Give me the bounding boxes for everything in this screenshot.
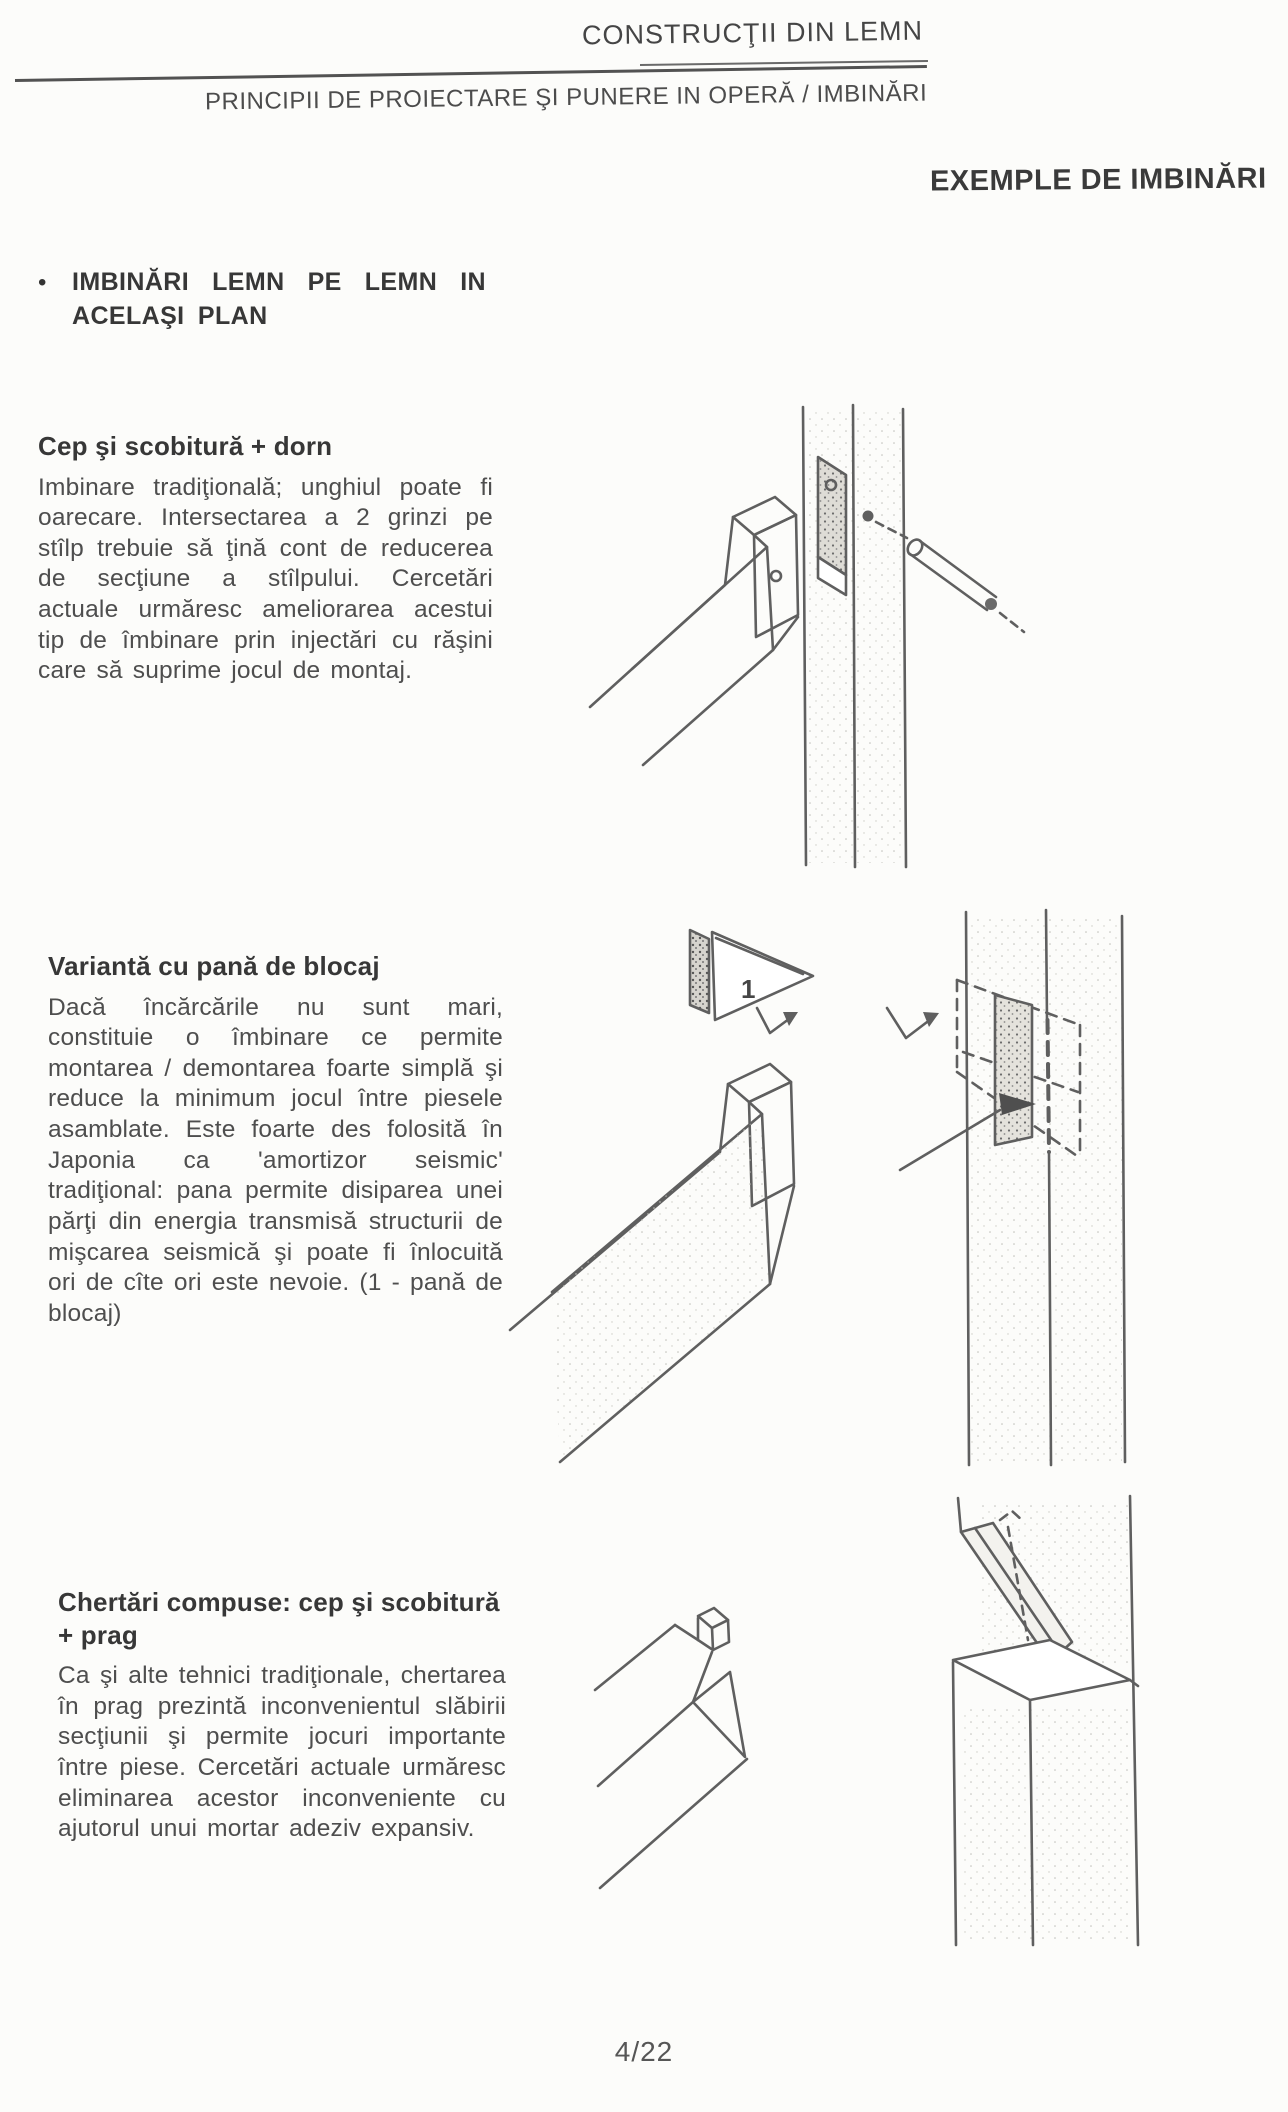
post-edge bbox=[966, 912, 969, 1465]
figure-tenon-mortise-dowel-drawing bbox=[495, 295, 1285, 875]
topic-heading-text: IMBINĂRI LEMN PE LEMN IN ACELAŞI PLAN bbox=[72, 268, 486, 330]
post-edge bbox=[803, 407, 806, 865]
tenon-top-face bbox=[698, 1608, 728, 1628]
dowel-axis-dashed bbox=[1000, 613, 1024, 632]
topic-heading bbox=[36, 266, 486, 334]
section-body: Imbinare tradiţională; unghiul poate fi oarecare. Intersectarea a 2 grinzi pe stîlp trebuie să ţină cont de reducerea de secţiune a stîlpului. Cercetări actuale urmăresc ameliorarea acestui tip de îmbinare prin injectări cu răşini care să suprime jocul de montaj. bbox=[38, 473, 493, 685]
page-number: 4/22 bbox=[614, 2036, 674, 2067]
tenon-shoulder bbox=[675, 1625, 713, 1650]
section-body: Ca şi alte tehnici tradiţionale, chertarea în prag prezintă inconvenientul slăbirii secţiunii şi permite jocuri importante între piese. Cercetări actuale urmăresc eliminarea acestor inconveniente cu ajutorul unui mortar adeziv expansiv. bbox=[58, 1662, 506, 1843]
wedge-side-face bbox=[712, 932, 813, 1020]
beam-end-edge bbox=[767, 547, 773, 650]
running-head-chapter-title: PRINCIPII DE PROIECTARE ŞI PUNERE IN OPERĂ / IMBINĂRI bbox=[204, 79, 928, 116]
section-heading: Variantă cu pană de blocaj bbox=[48, 951, 380, 981]
beam-top-edge bbox=[595, 1625, 675, 1690]
section-body: Dacă încărcările nu sunt mari, constituie o îmbinare ce permite montarea / demontarea foarte simplă şi reduce la minimum jocul între piesele asamblate. Este foarte des folosită în Japonia ca 'amortizor seismic' tradiţional: pana permite disiparea unei părţi din energia transmisă structurii de mişcarea seismică şi poate fi înlocuită ori de cîte ori este nevoie. (1 - pană de blocaj) bbox=[48, 993, 503, 1327]
dowel-tip bbox=[985, 598, 997, 610]
wedge-end-face-hatched bbox=[690, 930, 709, 1013]
section-cep-si-scobitura bbox=[38, 430, 493, 687]
tenon-front-face bbox=[754, 515, 798, 637]
post-face-texture bbox=[960, 1705, 1132, 1940]
beam-front-arris bbox=[598, 1702, 693, 1786]
section-heading: Chertări compuse: cep şi scobitură + prag bbox=[58, 1587, 500, 1650]
post-edge bbox=[958, 1498, 961, 1532]
running-head-book-title: CONSTRUCŢII DIN LEMN bbox=[581, 15, 924, 51]
figure-notched-seat-joint-drawing bbox=[560, 1490, 1280, 2060]
beam-front-face-texture bbox=[552, 1114, 770, 1462]
mortise-opening bbox=[995, 995, 1032, 1145]
mortise-opening bbox=[818, 457, 846, 575]
tenon-front-face bbox=[712, 1620, 729, 1650]
tenon-dowel-hole bbox=[771, 571, 781, 581]
section-chertari-compuse bbox=[58, 1586, 506, 1845]
post-edge bbox=[1122, 916, 1125, 1462]
header-rule bbox=[15, 65, 927, 82]
arrowhead-icon bbox=[783, 1012, 798, 1026]
bullet-icon: • bbox=[38, 269, 47, 296]
post-edge bbox=[1046, 910, 1047, 1020]
beam-bottom-edge bbox=[600, 1759, 747, 1888]
beam-front-arris bbox=[632, 535, 767, 669]
dowel-hole-mark bbox=[863, 511, 874, 522]
figure-wedge-locked-tenon-drawing bbox=[495, 880, 1285, 1480]
section-pana-de-blocaj bbox=[48, 950, 503, 1329]
section-heading: Cep şi scobitură + dorn bbox=[38, 431, 333, 461]
post-edge bbox=[953, 1662, 956, 1945]
dowel-end-cap bbox=[905, 537, 926, 558]
beam-top-edge bbox=[590, 517, 733, 707]
figure-part-label: 1 bbox=[741, 974, 756, 1004]
page-title: EXEMPLE DE IMBINĂRI bbox=[929, 162, 1267, 198]
beam-end-bottom-edge bbox=[770, 1186, 794, 1284]
beam-bottom-edge bbox=[643, 650, 773, 765]
